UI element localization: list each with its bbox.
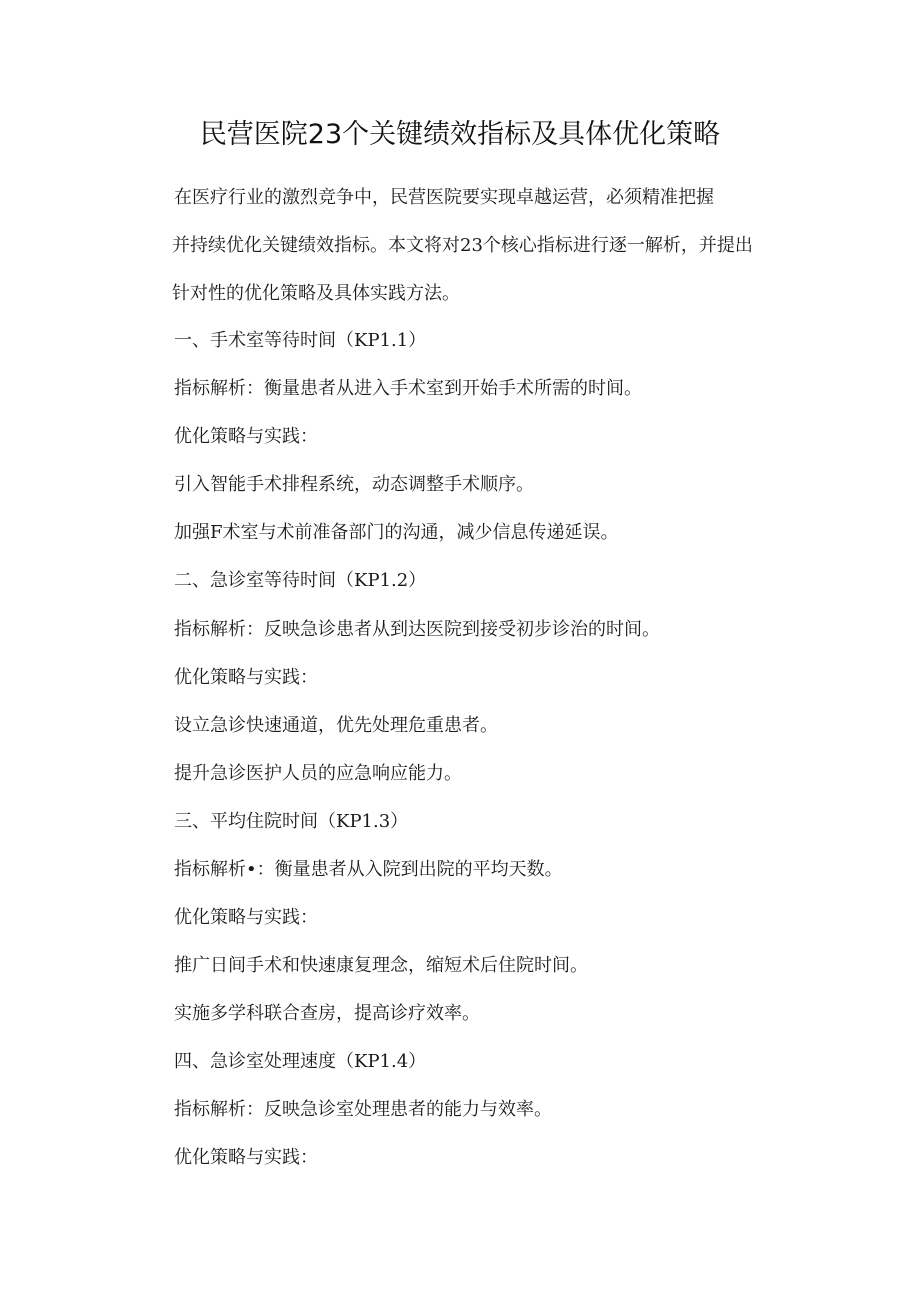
section-heading-kp1-4: 四、急诊室处理速度（KP1.4） (174, 1051, 427, 1072)
strategy-item: 提升急诊医护人员的应急响应能力。 (174, 763, 462, 784)
document-title: 民营医院23个关键绩效指标及具体优化策略 (199, 119, 721, 150)
strategy-item: 加强F术室与术前准备部门的沟通，减少信息传递延误。 (174, 522, 619, 543)
strategy-item: 设立急诊快速通道，优先处理危重患者。 (174, 715, 498, 736)
intro-line: 在医疗行业的激烈竞争中，民营医院要实现卓越运营，必须精准把握 (174, 187, 714, 208)
strategy-label: 优化策略与实践： (174, 426, 318, 447)
intro-paragraph (174, 174, 796, 318)
strategy-label: 优化策略与实践： (174, 1147, 318, 1168)
strategy-item: 引入智能手术排程系统，动态调整手术顺序。 (174, 474, 534, 495)
section-heading-kp1-1: 一、手术室等待时间（KP1.1） (174, 330, 427, 351)
intro-line: 并持续优化关键绩效指标。本文将对23个核心指标进行逐一解析，并提出 (172, 235, 753, 256)
strategy-label: 优化策略与实践： (174, 907, 318, 928)
strategy-label: 优化策略与实践： (174, 667, 318, 688)
indicator-analysis: 指标解析•：衡量患者从入院到出院的平均天数。 (174, 859, 563, 880)
strategy-item: 实施多学科联合查房，提高诊疗效率。 (174, 1003, 480, 1024)
section-heading-kp1-3: 三、平均住院时间（KP1.3） (174, 811, 409, 832)
section-heading-kp1-2: 二、急诊室等待时间（KP1.2） (174, 570, 427, 591)
strategy-item: 推广日间手术和快速康复理念，缩短术后住院时间。 (174, 955, 588, 976)
indicator-analysis: 指标解析：反映急诊患者从到达医院到接受初步诊治的时间。 (174, 619, 660, 640)
indicator-analysis: 指标解析：衡量患者从进入手术室到开始手术所需的时间。 (174, 378, 642, 399)
intro-line: 针对性的优化策略及具体实践方法。 (172, 283, 460, 304)
indicator-analysis: 指标解析：反映急诊室处理患者的能力与效率。 (174, 1099, 552, 1120)
